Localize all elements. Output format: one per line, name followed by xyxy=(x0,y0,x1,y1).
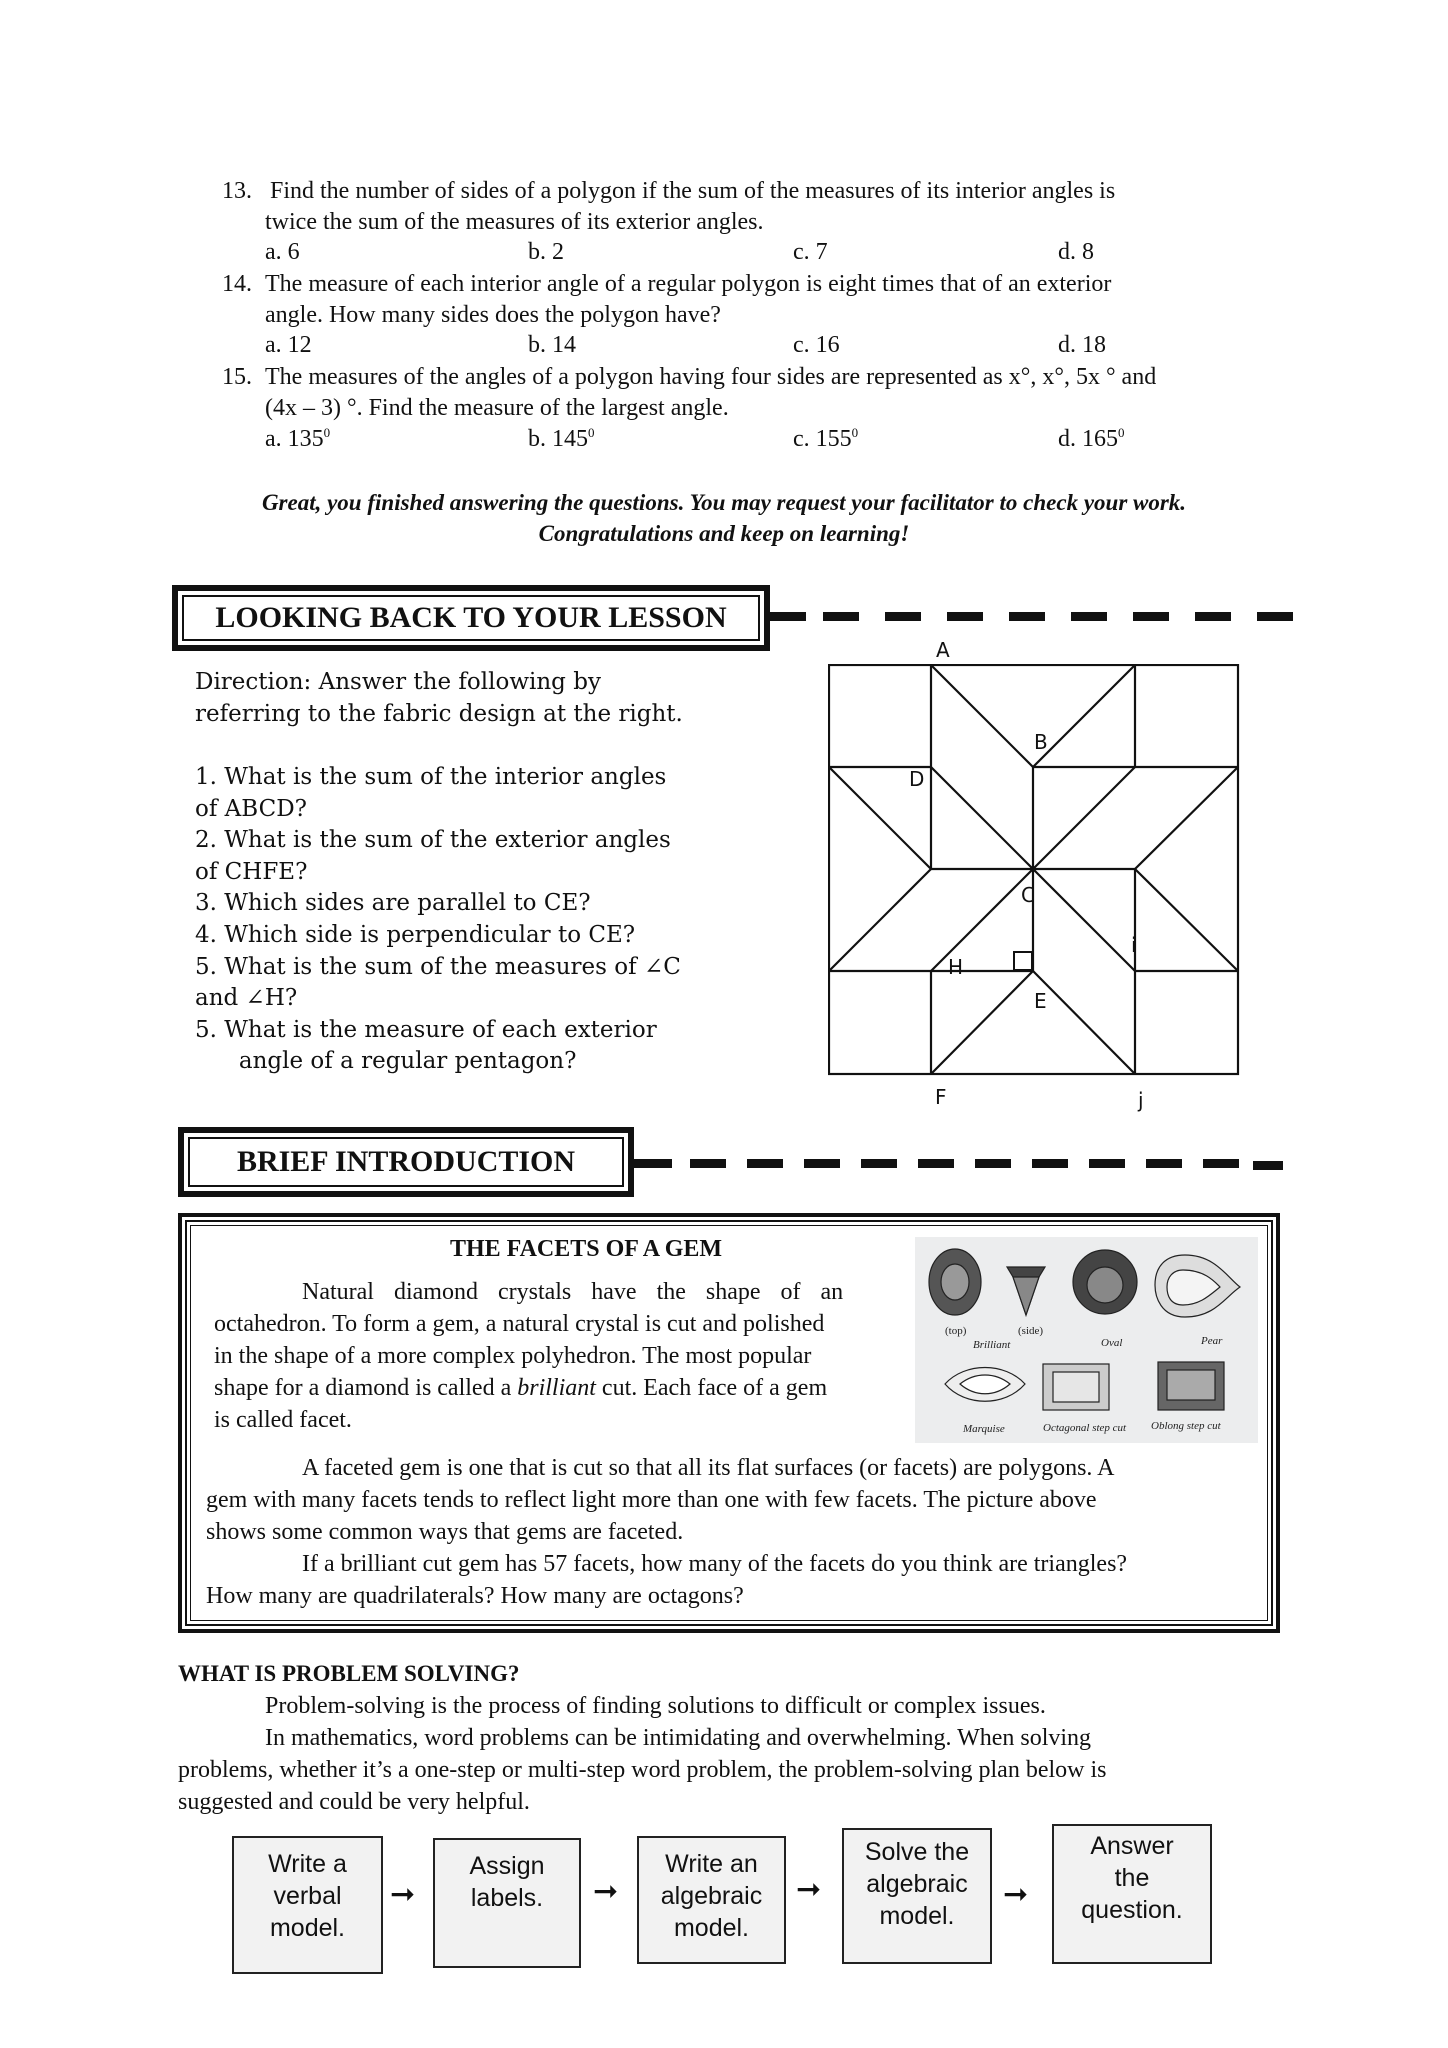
step-assign-labels: Assign labels. xyxy=(433,1838,581,1968)
choice-a[interactable]: a. 12 xyxy=(265,332,312,358)
lb-item: of CHFE? xyxy=(195,859,308,885)
choice-b[interactable]: b. 2 xyxy=(528,239,564,265)
caption-side: (side) xyxy=(1018,1325,1044,1337)
lb-item: of ABCD? xyxy=(195,796,307,822)
lb-item: 1. What is the sum of the interior angles xyxy=(195,764,667,790)
problem-solving-heading: WHAT IS PROBLEM SOLVING? xyxy=(178,1661,520,1686)
congrats-line-1: Great, you finished answering the questions. You may request your facilitator to check your work. xyxy=(261,490,1187,515)
label-e: E xyxy=(1034,989,1047,1013)
lb-item: 5. What is the sum of the measures of ∠C xyxy=(195,954,681,980)
arrow-right-icon: ➞ xyxy=(593,1874,619,1909)
lb-item: 3. Which sides are parallel to CE? xyxy=(195,890,591,916)
label-j: j xyxy=(1138,1088,1144,1112)
step-write-algebraic-model: Write an algebraic model. xyxy=(637,1836,786,1964)
question-text: twice the sum of the measures of its exterior angles. xyxy=(265,209,764,235)
label-i: i xyxy=(1131,933,1137,957)
lb-item: and ∠H? xyxy=(195,985,298,1011)
question-text: The measures of the angles of a polygon having four sides are represented as x°, x°, 5x ° and xyxy=(265,364,1157,390)
arrow-right-icon: ➞ xyxy=(796,1872,822,1907)
choice-a[interactable]: a. $135^0$ xyxy=(265,425,331,452)
caption-pear: Pear xyxy=(1201,1335,1223,1347)
caption-octagonal: Octagonal step cut xyxy=(1043,1422,1127,1434)
label-h: H xyxy=(948,955,964,979)
caption-brilliant: Brilliant xyxy=(973,1339,1011,1351)
section-title: LOOKING BACK TO YOUR LESSON xyxy=(182,595,760,641)
label-c: C xyxy=(1021,883,1035,907)
step-solve-algebraic-model: Solve the algebraic model. xyxy=(842,1828,992,1964)
choice-c[interactable]: c. 7 xyxy=(793,239,828,265)
choice-c[interactable]: c. $155^0$ xyxy=(793,425,859,452)
fabric-design-figure xyxy=(828,664,1240,1076)
arrow-right-icon: ➞ xyxy=(390,1877,416,1912)
label-f: F xyxy=(935,1085,947,1109)
label-b: B xyxy=(1034,730,1048,754)
choice-a[interactable]: a. 6 xyxy=(265,239,300,265)
caption-oval: Oval xyxy=(1101,1337,1123,1349)
choice-d[interactable]: d. 8 xyxy=(1058,239,1094,265)
question-text: (4x – 3) °. Find the measure of the largest angle. xyxy=(265,395,729,421)
caption-top: (top) xyxy=(945,1325,967,1337)
choice-d[interactable]: d. $165^0$ xyxy=(1058,425,1125,452)
choice-b[interactable]: b. $145^0$ xyxy=(528,425,595,452)
lb-item: angle of a regular pentagon? xyxy=(195,1048,577,1074)
brief-intro-header xyxy=(178,1127,634,1197)
label-d: D xyxy=(909,767,925,791)
question-number: 14. xyxy=(222,271,252,297)
question-text: angle. How many sides does the polygon have? xyxy=(265,302,721,328)
choice-b[interactable]: b. 14 xyxy=(528,332,576,358)
choice-d[interactable]: d. 18 xyxy=(1058,332,1106,358)
lb-item: 5. What is the measure of each exterior xyxy=(195,1017,657,1043)
looking-back-header xyxy=(172,585,770,651)
question-text: Find the number of sides of a polygon if the sum of the measures of its interior angles is xyxy=(270,178,1116,204)
question-number: 15. xyxy=(222,364,252,390)
caption-oblong: Oblong step cut xyxy=(1151,1420,1221,1432)
lb-item: 2. What is the sum of the exterior angles xyxy=(195,827,671,853)
question-text: The measure of each interior angle of a regular polygon is eight times that of an exterior xyxy=(265,271,1112,297)
step-answer-question: Answer the question. xyxy=(1052,1824,1212,1964)
gem-cuts-image xyxy=(915,1237,1258,1443)
gem-title: THE FACETS OF A GEM xyxy=(450,1236,723,1262)
question-number: 13. xyxy=(222,178,252,204)
arrow-right-icon: ➞ xyxy=(1003,1877,1029,1912)
choice-c[interactable]: c. 16 xyxy=(793,332,840,358)
section-title: BRIEF INTRODUCTION xyxy=(188,1137,624,1187)
step-write-verbal-model: Write a verbal model. xyxy=(232,1836,383,1974)
lb-item: 4. Which side is perpendicular to CE? xyxy=(195,922,636,948)
congrats-line-2: Congratulations and keep on learning! xyxy=(538,521,910,546)
label-a: A xyxy=(936,638,950,662)
caption-marquise: Marquise xyxy=(963,1423,1005,1435)
